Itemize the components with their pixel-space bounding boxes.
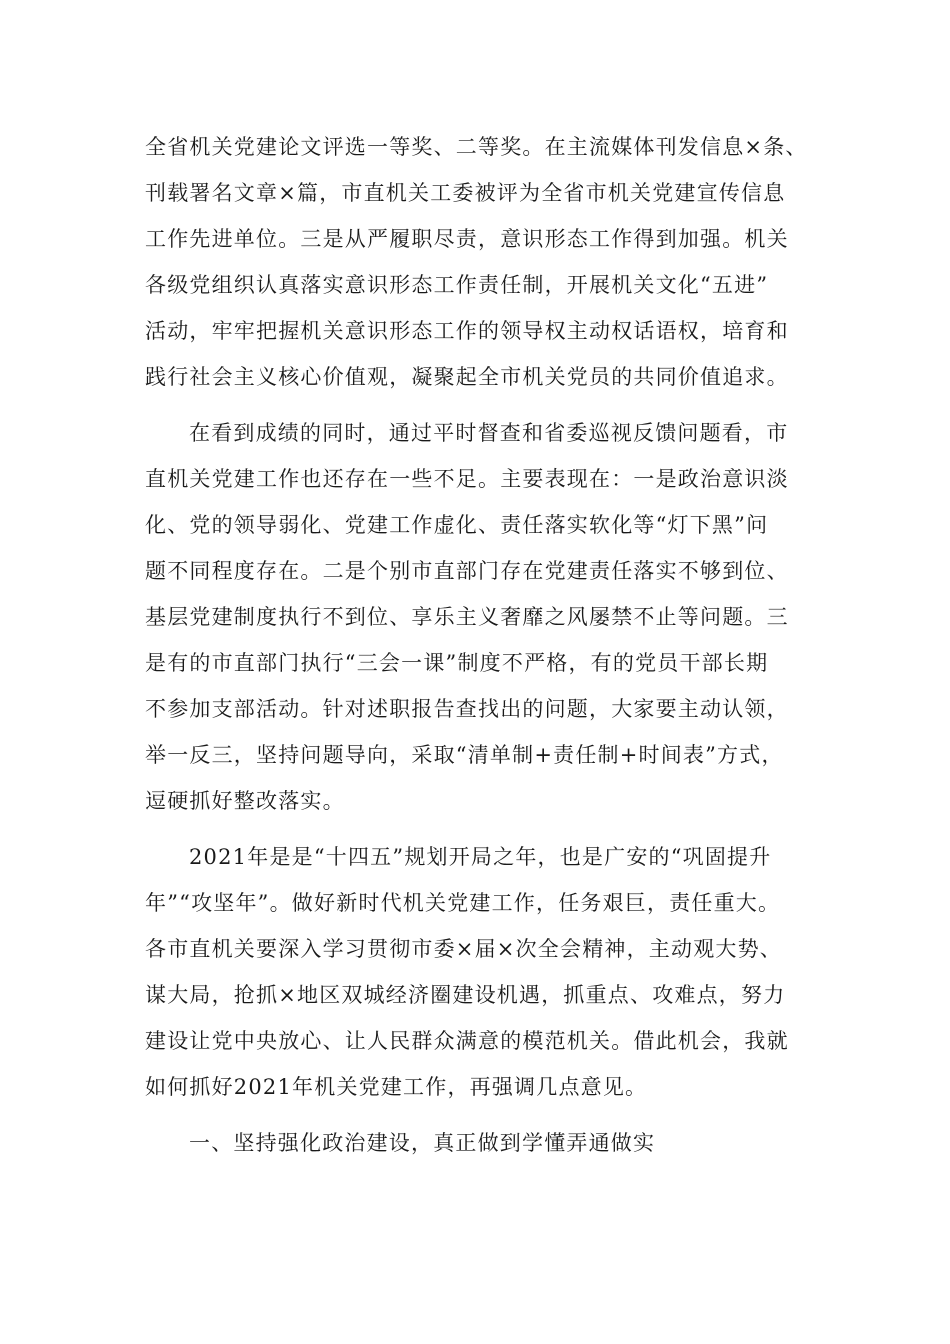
text-line: 刊载署名文章×篇，市直机关工委被评为全省市机关党建宣传信息 xyxy=(145,181,786,205)
text-line: 基层党建制度执行不到位、享乐主义奢靡之风屡禁不止等问题。三 xyxy=(145,605,789,629)
text-line: 建设让党中央放心、让人民群众满意的模范机关。借此机会，我就 xyxy=(145,1029,789,1053)
text-line: 举一反三，坚持问题导向，采取“清单制+责任制+时间表”方式， xyxy=(145,743,784,767)
paragraph-start-line: 在看到成绩的同时，通过平时督查和省委巡视反馈问题看，市 xyxy=(189,421,789,445)
text-line: 各市直机关要深入学习贯彻市委×届×次全会精神，主动观大势、 xyxy=(145,937,782,961)
text-line: 各级党组织认真落实意识形态工作责任制，开展机关文化“五进” xyxy=(145,273,769,297)
text-line: 化、党的领导弱化、党建工作虚化、责任落实软化等“灯下黑”问 xyxy=(145,513,769,537)
text-line: 如何抓好2021年机关党建工作，再强调几点意见。 xyxy=(145,1075,648,1099)
text-line: 逗硬抓好整改落实。 xyxy=(145,789,345,813)
text-line: 谋大局，抢抓×地区双城经济圈建设机遇，抓重点、攻难点，努力 xyxy=(145,983,786,1007)
paragraph-start-line: 2021年是是“十四五”规划开局之年，也是广安的“巩固提升 xyxy=(189,845,772,869)
text-line: 直机关党建工作也还存在一些不足。主要表现在：一是政治意识淡 xyxy=(145,467,789,491)
text-line: 工作先进单位。三是从严履职尽责，意识形态工作得到加强。机关 xyxy=(145,227,789,251)
text-line: 不参加支部活动。针对述职报告查找出的问题，大家要主动认领， xyxy=(145,697,789,721)
body-text xyxy=(145,124,808,1166)
text-line: 题不同程度存在。二是个别市直部门存在党建责任落实不够到位、 xyxy=(145,559,789,583)
text-line: 年”“攻坚年”。做好新时代机关党建工作，任务艰巨，责任重大。 xyxy=(145,891,781,915)
section-heading: 一、坚持强化政治建设，真正做到学懂弄通做实 xyxy=(189,1131,656,1155)
text-line: 全省机关党建论文评选一等奖、二等奖。在主流媒体刊发信息×条、 xyxy=(145,135,808,159)
text-line: 是有的市直部门执行“三会一课”制度不严格，有的党员干部长期 xyxy=(145,651,769,675)
text-line: 活动，牢牢把握机关意识形态工作的领导权主动权话语权，培育和 xyxy=(145,319,789,343)
text-line: 践行社会主义核心价值观，凝聚起全市机关党员的共同价值追求。 xyxy=(145,365,789,389)
